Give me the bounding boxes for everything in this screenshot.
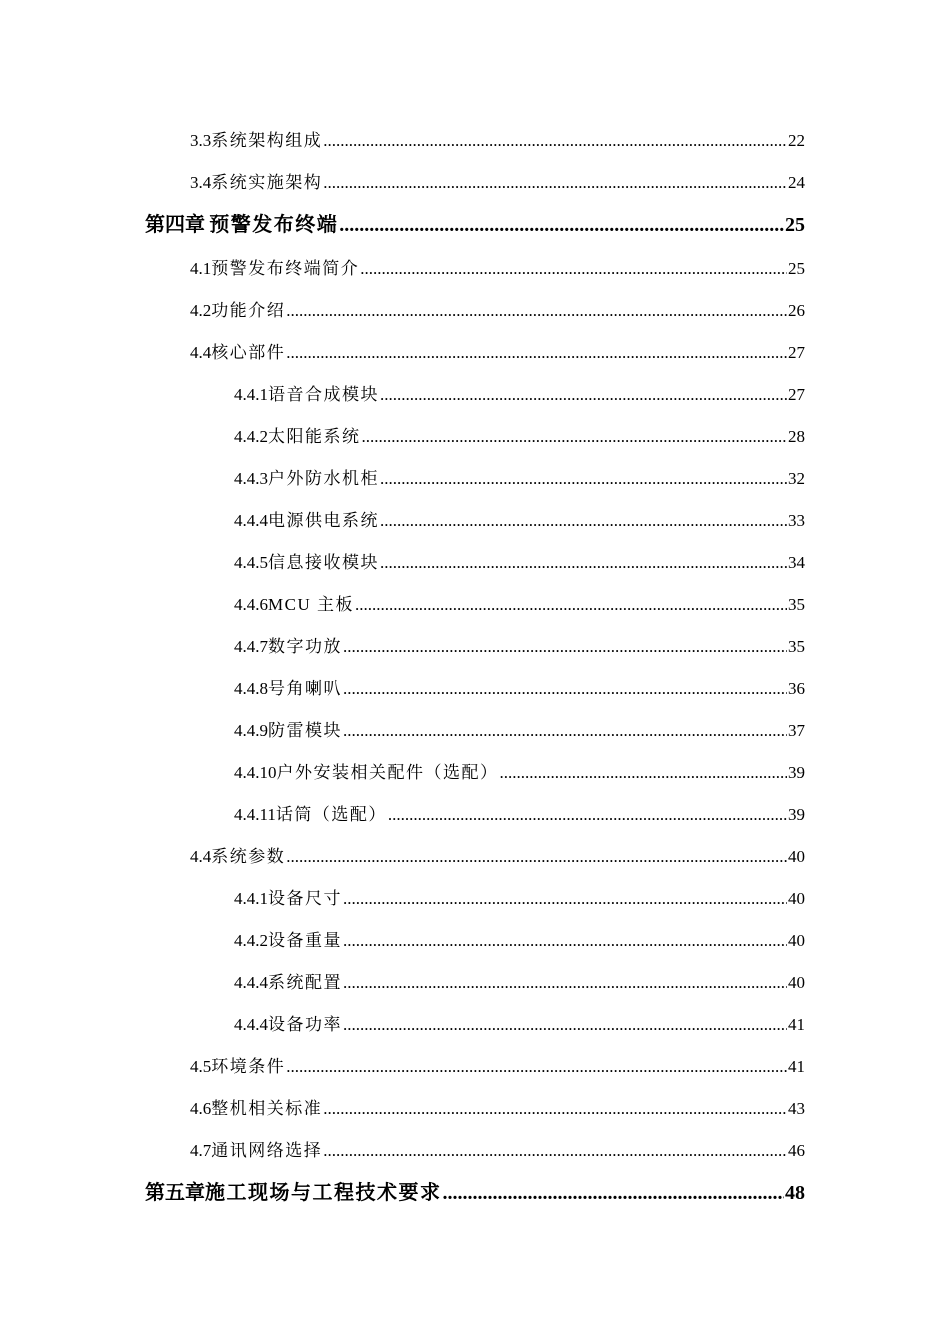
toc-entry-number: 4.4.11 — [234, 805, 276, 824]
toc-entry-number: 3.4 — [190, 173, 212, 192]
toc-chapter-title: 施工现场与工程技术要求 — [205, 1182, 442, 1204]
toc-leader-dots — [339, 209, 784, 241]
toc-entry-4-4-9[interactable] — [234, 717, 805, 745]
toc-leader-dots — [343, 969, 787, 997]
toc-entry-title: 信息接收模块 — [268, 553, 379, 572]
toc-entry-page: 40 — [788, 847, 805, 866]
toc-entry-title: 太阳能系统 — [268, 427, 361, 446]
toc-entry-number: 4.2 — [190, 301, 212, 320]
toc-entry-number: 4.4.4 — [234, 973, 268, 992]
toc-entry-page: 46 — [788, 1141, 805, 1160]
toc-entry-title: 环境条件 — [211, 1057, 286, 1076]
toc-entry-4-4-core[interactable] — [190, 339, 805, 367]
toc-entry-title: 系统参数 — [211, 847, 286, 866]
toc-leader-dots — [380, 465, 787, 493]
toc-entry-4-4-3[interactable] — [234, 465, 805, 493]
toc-entry-number: 4.4.2 — [234, 931, 268, 950]
toc-entry-title: 预警发布终端简介 — [211, 259, 360, 278]
toc-leader-dots — [343, 633, 787, 661]
toc-entry-number: 4.4.10 — [234, 763, 277, 782]
toc-chapter-number: 第四章 — [145, 214, 205, 236]
toc-entry-number: 4.5 — [190, 1057, 212, 1076]
toc-entry-title: 户外防水机柜 — [268, 469, 379, 488]
toc-entry-page: 40 — [788, 889, 805, 908]
toc-leader-dots — [286, 1053, 787, 1081]
toc-entry-title: 号角喇叭 — [268, 679, 342, 698]
toc-entry-4-4-1-size[interactable] — [234, 885, 805, 913]
toc-entry-title: 设备尺寸 — [268, 889, 342, 908]
toc-entry-4-4-params[interactable] — [190, 843, 805, 871]
toc-entry-title: 整机相关标准 — [211, 1099, 323, 1118]
toc-chapter-number: 第五章 — [145, 1182, 205, 1204]
toc-entry-number: 4.4.1 — [234, 889, 268, 908]
toc-entry-4-6[interactable] — [190, 1095, 805, 1123]
toc-entry-number: 4.4.4 — [234, 1015, 268, 1034]
toc-chapter-4[interactable] — [145, 209, 805, 241]
toc-entry-number: 4.4.2 — [234, 427, 268, 446]
toc-leader-dots — [323, 1095, 787, 1123]
toc-entry-3-4[interactable] — [190, 169, 805, 197]
toc-entry-page: 32 — [788, 469, 805, 488]
toc-entry-number: 4.4.7 — [234, 637, 268, 656]
toc-entry-4-4-4-power[interactable] — [234, 1011, 805, 1039]
toc-entry-page: 41 — [788, 1015, 805, 1034]
toc-leader-dots — [500, 759, 788, 787]
toc-leader-dots — [362, 423, 788, 451]
toc-leader-dots — [355, 591, 787, 619]
toc-entry-number: 4.4.6 — [234, 595, 268, 614]
toc-entry-page: 43 — [788, 1099, 805, 1118]
toc-chapter-title: 预警发布终端 — [209, 214, 339, 236]
toc-entry-4-5[interactable] — [190, 1053, 805, 1081]
toc-leader-dots — [343, 717, 787, 745]
toc-entry-4-4-8[interactable] — [234, 675, 805, 703]
toc-entry-page: 26 — [788, 301, 805, 320]
toc-entry-4-2[interactable] — [190, 297, 805, 325]
toc-entry-page: 25 — [785, 214, 805, 236]
toc-leader-dots — [343, 927, 787, 955]
toc-entry-4-4-11[interactable] — [234, 801, 805, 829]
toc-entry-number: 4.4.8 — [234, 679, 268, 698]
toc-entry-page: 35 — [788, 595, 805, 614]
toc-entry-4-1[interactable] — [190, 255, 805, 283]
toc-entry-page: 37 — [788, 721, 805, 740]
toc-entry-4-7[interactable] — [190, 1137, 805, 1165]
toc-entry-4-4-6[interactable] — [234, 591, 805, 619]
toc-entry-title: 设备重量 — [268, 931, 342, 950]
toc-leader-dots — [286, 339, 787, 367]
toc-leader-dots — [323, 127, 787, 155]
toc-entry-number: 4.4.3 — [234, 469, 268, 488]
toc-entry-title: 数字功放 — [268, 637, 342, 656]
toc-leader-dots — [343, 675, 787, 703]
toc-entry-title: MCU 主板 — [268, 595, 354, 614]
toc-entry-number: 4.7 — [190, 1141, 212, 1160]
toc-leader-dots — [343, 1011, 787, 1039]
toc-entry-4-4-4[interactable] — [234, 507, 805, 535]
toc-entry-title: 语音合成模块 — [268, 385, 379, 404]
toc-leader-dots — [443, 1177, 785, 1209]
toc-entry-title: 系统架构组成 — [211, 131, 323, 150]
toc-entry-page: 35 — [788, 637, 805, 656]
toc-entry-number: 3.3 — [190, 131, 212, 150]
toc-entry-3-3[interactable] — [190, 127, 805, 155]
toc-entry-title: 设备功率 — [268, 1015, 342, 1034]
toc-leader-dots — [343, 885, 787, 913]
toc-leader-dots — [286, 843, 787, 871]
toc-entry-4-4-1[interactable] — [234, 381, 805, 409]
toc-entry-page: 40 — [788, 973, 805, 992]
toc-entry-title: 户外安装相关配件（选配） — [276, 763, 499, 782]
toc-entry-title: 电源供电系统 — [268, 511, 379, 530]
toc-entry-page: 34 — [788, 553, 805, 572]
toc-leader-dots — [286, 297, 787, 325]
toc-entry-number: 4.4.1 — [234, 385, 268, 404]
toc-entry-4-4-10[interactable] — [234, 759, 805, 787]
toc-entry-number: 4.4 — [190, 343, 212, 362]
toc-leader-dots — [380, 507, 787, 535]
toc-leader-dots — [380, 549, 787, 577]
toc-leader-dots — [360, 255, 787, 283]
toc-entry-page: 41 — [788, 1057, 805, 1076]
toc-entry-number: 4.4 — [190, 847, 212, 866]
toc-entry-page: 40 — [788, 931, 805, 950]
toc-entry-4-4-5[interactable] — [234, 549, 805, 577]
toc-entry-number: 4.4.9 — [234, 721, 268, 740]
toc-entry-title: 系统配置 — [268, 973, 342, 992]
toc-entry-title: 话筒（选配） — [275, 805, 387, 824]
toc-entry-4-4-2-weight[interactable] — [234, 927, 805, 955]
toc-entry-title: 系统实施架构 — [211, 173, 323, 192]
toc-leader-dots — [323, 1137, 787, 1165]
toc-entry-page: 25 — [788, 259, 805, 278]
toc-entry-page: 39 — [788, 763, 805, 782]
toc-entry-page: 39 — [788, 805, 805, 824]
toc-entry-number: 4.4.4 — [234, 511, 268, 530]
toc-chapter-5[interactable] — [145, 1177, 805, 1209]
toc-entry-page: 36 — [788, 679, 805, 698]
toc-entry-title: 核心部件 — [211, 343, 286, 362]
toc-entry-page: 48 — [785, 1182, 805, 1204]
toc-leader-dots — [323, 169, 787, 197]
toc-entry-4-4-7[interactable] — [234, 633, 805, 661]
toc-entry-4-4-2[interactable] — [234, 423, 805, 451]
toc-entry-4-4-4-config[interactable] — [234, 969, 805, 997]
toc-entry-number: 4.6 — [190, 1099, 212, 1118]
toc-entry-number: 4.1 — [190, 259, 212, 278]
toc-entry-title: 通讯网络选择 — [211, 1141, 323, 1160]
toc-entry-page: 27 — [788, 385, 805, 404]
toc-leader-dots — [380, 381, 787, 409]
toc-entry-title: 功能介绍 — [211, 301, 286, 320]
toc-entry-page: 24 — [788, 173, 805, 192]
toc-entry-page: 27 — [788, 343, 805, 362]
toc-entry-page: 33 — [788, 511, 805, 530]
toc-leader-dots — [388, 801, 787, 829]
toc-entry-page: 22 — [788, 131, 805, 150]
toc-entry-page: 28 — [788, 427, 805, 446]
toc-entry-number: 4.4.5 — [234, 553, 268, 572]
toc-entry-title: 防雷模块 — [268, 721, 342, 740]
